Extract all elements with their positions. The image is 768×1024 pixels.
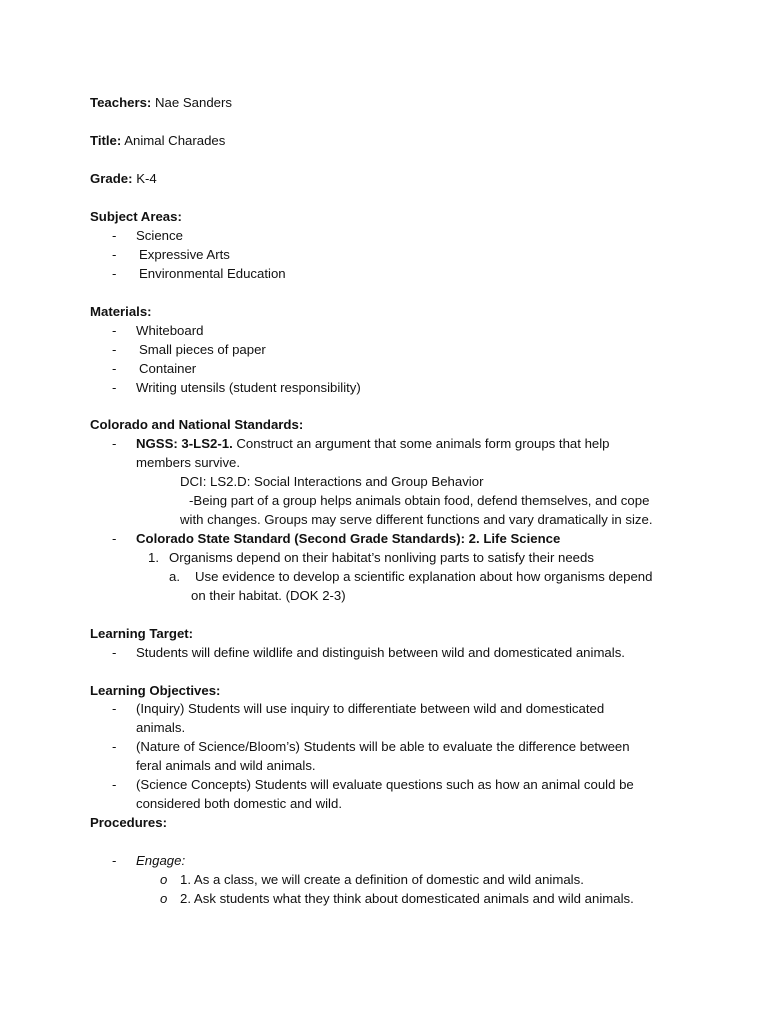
dash-bullet: - — [112, 701, 117, 716]
grade-value: K-4 — [136, 171, 157, 186]
objective-text-continued: feral animals and wild animals. — [136, 758, 316, 773]
title-line — [90, 131, 225, 150]
ngss-text: Construct an argument that some animals form groups that help — [236, 436, 610, 451]
objective-text-continued: animals. — [136, 720, 186, 735]
material-item: Container — [139, 361, 197, 376]
dash-bullet: - — [112, 361, 117, 376]
material-item: Writing utensils (student responsibility) — [136, 380, 361, 395]
ngss-label: NGSS: 3-LS2-1. — [136, 436, 233, 451]
material-item: Whiteboard — [136, 323, 204, 338]
grade-label: Grade: — [90, 171, 133, 186]
dash-bullet: - — [112, 380, 117, 395]
lettered-item-continued: on their habitat. (DOK 2-3) — [191, 588, 346, 603]
learning-objectives-heading: Learning Objectives: — [90, 683, 221, 698]
procedure-step-text: 1. As a class, we will create a definition of domestic and wild animals. — [180, 872, 584, 887]
objective-text: (Inquiry) Students will use inquiry to differentiate between wild and domesticated — [136, 701, 605, 716]
dash-bullet: - — [112, 247, 117, 262]
procedure-step-text: 2. Ask students what they think about domesticated animals and wild animals. — [180, 891, 634, 906]
circle-bullet: o — [160, 891, 168, 906]
learning-target-heading: Learning Target: — [90, 626, 194, 641]
subject-item: Science — [136, 228, 183, 243]
dash-bullet: - — [112, 342, 117, 357]
objective-text: (Nature of Science/Bloom’s) Students will be able to evaluate the difference between — [136, 739, 630, 754]
objective-text: (Science Concepts) Students will evaluate questions such as how an animal could be — [136, 777, 634, 792]
dash-bullet: - — [112, 266, 117, 281]
numbered-item-text: Organisms depend on their habitat’s nonliving parts to satisfy their needs — [169, 550, 594, 565]
letter-marker: a. — [169, 569, 180, 584]
subject-item: Expressive Arts — [139, 247, 230, 262]
objective-text-continued: considered both domestic and wild. — [136, 796, 342, 811]
dash-bullet: - — [112, 228, 117, 243]
circle-bullet: o — [160, 872, 168, 887]
teachers-line — [90, 93, 232, 112]
dash-bullet: - — [112, 436, 117, 451]
materials-heading: Materials: — [90, 304, 152, 319]
dash-bullet: - — [112, 739, 117, 754]
subject-item: Environmental Education — [139, 266, 286, 281]
standards-heading: Colorado and National Standards: — [90, 417, 304, 432]
dci-detail-continued: with changes. Groups may serve different functions and vary dramatically in size. — [180, 512, 653, 527]
colorado-standard-label: Colorado State Standard (Second Grade Standards): 2. Life Science — [136, 531, 561, 546]
engage-label: Engage: — [136, 853, 186, 868]
dci-line: DCI: LS2.D: Social Interactions and Group Behavior — [180, 474, 484, 489]
number-marker: 1. — [148, 550, 159, 565]
teachers-label: Teachers: — [90, 95, 152, 110]
dash-bullet: - — [112, 777, 117, 792]
subject-areas-heading: Subject Areas: — [90, 209, 182, 224]
dci-detail: -Being part of a group helps animals obtain food, defend themselves, and cope — [189, 493, 650, 508]
dash-bullet: - — [112, 853, 117, 868]
learning-target-text: Students will define wildlife and distinguish between wild and domesticated animals. — [136, 645, 625, 660]
dash-bullet: - — [112, 323, 117, 338]
grade-line — [90, 169, 157, 188]
title-label: Title: — [90, 133, 122, 148]
dash-bullet: - — [112, 531, 117, 546]
dash-bullet: - — [112, 645, 117, 660]
lettered-item-text: Use evidence to develop a scientific explanation about how organisms depend — [195, 569, 653, 584]
material-item: Small pieces of paper — [139, 342, 266, 357]
procedures-heading: Procedures: — [90, 815, 167, 830]
teachers-value: Nae Sanders — [155, 95, 232, 110]
title-value: Animal Charades — [124, 133, 226, 148]
ngss-text-continued: members survive. — [136, 455, 241, 470]
